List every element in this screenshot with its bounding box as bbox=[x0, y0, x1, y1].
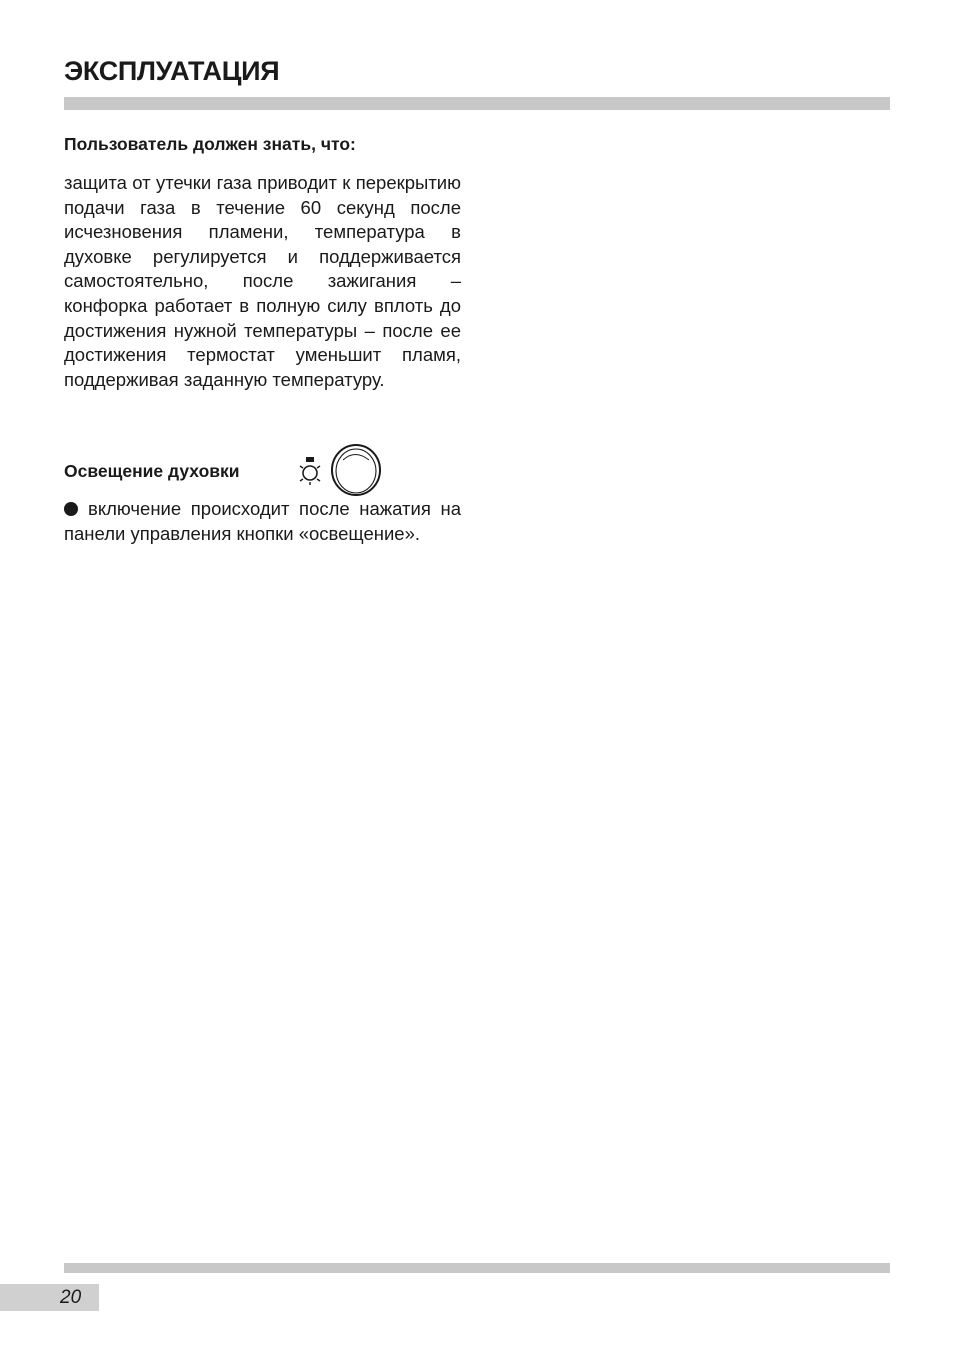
footer-divider bbox=[64, 1263, 890, 1273]
page-title: ЭКСПЛУАТАЦИЯ bbox=[64, 56, 280, 86]
section-heading-oven-light: Освещение духовки bbox=[64, 461, 240, 481]
oven-lamp-icon bbox=[297, 455, 323, 487]
bullet-icon bbox=[64, 502, 78, 516]
page-number-box bbox=[0, 1284, 99, 1311]
page-number: 20 bbox=[60, 1287, 82, 1308]
oven-light-text: включение происходит после нажатия на панели управления кнопки «освещение». bbox=[64, 498, 461, 544]
paragraph-gas-safety: защита от утечки газа приводит к перекрытию подачи газа в течение 60 секунд после исчезновения пламени, температура в духовке регулируется и поддерживается самостоятельно, после зажигания – конфорка работает в полную силу вплоть до достижения нужной температуры – после ее достижения термостат уменьшит пламя, поддерживая заданную температуру. bbox=[64, 172, 461, 390]
section-heading-user-info: Пользователь должен знать, что: bbox=[64, 134, 356, 154]
control-knob-icon bbox=[330, 443, 382, 497]
header-divider bbox=[64, 97, 890, 110]
paragraph-oven-light bbox=[64, 497, 461, 546]
